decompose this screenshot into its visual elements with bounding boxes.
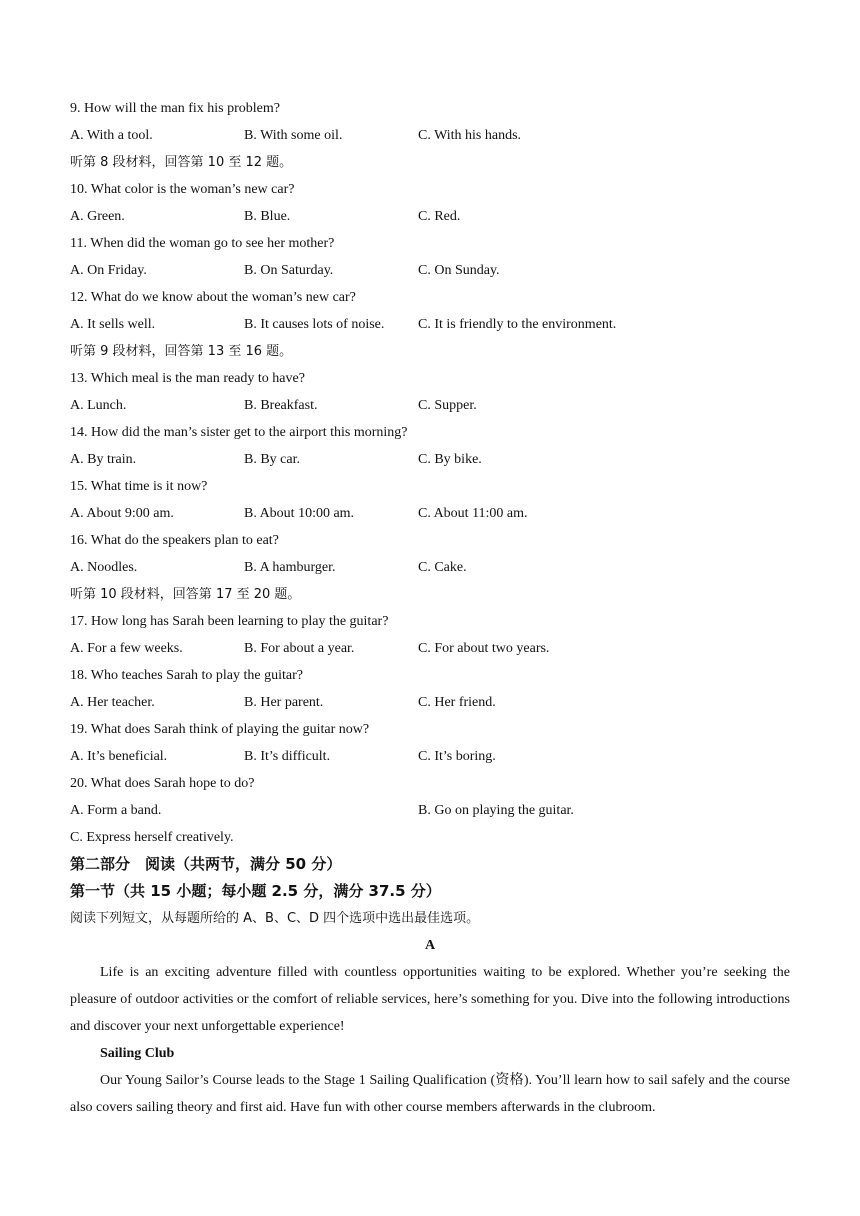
option-a: A. It’s beneficial. [70,749,168,764]
question-15 [70,473,790,500]
options-16 [70,554,790,581]
option-b: B. It’s difficult. [244,749,331,764]
options-9 [70,122,790,149]
option-b: B. For about a year. [244,641,355,656]
section-10-instruction: 听第 10 段材料，回答第 17 至 20 题。 [70,587,301,602]
question-12 [70,284,790,311]
option-c: C. Her friend. [418,695,496,710]
section-9-instruction: 听第 9 段材料，回答第 13 至 16 题。 [70,344,293,359]
option-a: A. About 9:00 am. [70,506,174,521]
option-c: C. Red. [418,209,461,224]
option-c: C. With his hands. [418,128,522,143]
question-10 [70,176,790,203]
passage-label: A [424,938,436,953]
question-19 [70,716,790,743]
question-18 [70,662,790,689]
options-19 [70,743,790,770]
option-b: B. Her parent. [244,695,324,710]
option-b: B. Go on playing the guitar. [418,803,574,818]
passage-intro: Life is an exciting adventure filled with countless opportunities waiting to be explored. Whether you’re seeking the pleasure of outdoor activities or the comfort of reliable services, here’s something for you. Dive into the following introductions and discover your next unforgettable experience! [70,965,790,1034]
option-b: B. It causes lots of noise. [244,317,385,332]
option-a: A. For a few weeks. [70,641,183,656]
option-a: A. Lunch. [70,398,127,413]
option-b: B. On Saturday. [244,263,334,278]
question-text: 17. How long has Sarah been learning to play the guitar? [70,614,389,629]
option-c: C. Cake. [418,560,467,575]
option-c: C. It’s boring. [418,749,496,764]
option-b: B. Blue. [244,209,291,224]
question-13 [70,365,790,392]
club-heading [70,1040,790,1067]
option-a: A. Noodles. [70,560,138,575]
option-b: B. Breakfast. [244,398,318,413]
options-17 [70,635,790,662]
options-10 [70,203,790,230]
question-text: 18. Who teaches Sarah to play the guitar? [70,668,303,683]
question-14 [70,419,790,446]
club-title: Sailing Club [100,1046,175,1061]
question-text: 15. What time is it now? [70,479,208,494]
option-a: A. On Friday. [70,263,147,278]
part-two-title: 第二部分 阅读（共两节，满分 50 分） [70,855,342,873]
options-20-row1 [70,797,790,824]
option-b: B. By car. [244,452,300,467]
option-c: C. About 11:00 am. [418,506,528,521]
exam-page [70,95,790,1121]
options-15 [70,500,790,527]
section-8-instruction: 听第 8 段材料，回答第 10 至 12 题。 [70,155,293,170]
options-18 [70,689,790,716]
question-16 [70,527,790,554]
section-one-title: 第一节（共 15 小题；每小题 2.5 分，满分 37.5 分） [70,882,441,900]
question-text: 19. What does Sarah think of playing the guitar now? [70,722,370,737]
question-11 [70,230,790,257]
option-a: A. Green. [70,209,125,224]
club-description: Our Young Sailor’s Course leads to the Stage 1 Sailing Qualification (资格). You’ll learn how to sail safely and the course also covers sailing theory and first aid. Have fun with other course members afterwards in the clubroom. [70,1073,790,1115]
reading-instruction: 阅读下列短文，从每题所给的 A、B、C、D 四个选项中选出最佳选项。 [70,911,480,926]
option-c: C. Supper. [418,398,477,413]
options-12 [70,311,790,338]
option-c: C. For about two years. [418,641,550,656]
question-9 [70,95,790,122]
question-text: 9. How will the man fix his problem? [70,101,280,116]
option-b: B. A hamburger. [244,560,336,575]
option-a: A. By train. [70,452,137,467]
question-text: 13. Which meal is the man ready to have? [70,371,305,386]
options-20-row2 [70,824,790,851]
option-b: B. With some oil. [244,128,343,143]
option-a: A. Her teacher. [70,695,155,710]
options-14 [70,446,790,473]
option-a: A. Form a band. [70,803,162,818]
question-text: 10. What color is the woman’s new car? [70,182,295,197]
option-c: C. On Sunday. [418,263,500,278]
option-b: B. About 10:00 am. [244,506,355,521]
question-20 [70,770,790,797]
question-text: 12. What do we know about the woman’s new car? [70,290,356,305]
options-11 [70,257,790,284]
option-c: C. It is friendly to the environment. [418,317,617,332]
question-text: 16. What do the speakers plan to eat? [70,533,279,548]
question-text: 14. How did the man’s sister get to the airport this morning? [70,425,408,440]
question-text: 20. What does Sarah hope to do? [70,776,255,791]
option-a: A. It sells well. [70,317,156,332]
option-a: A. With a tool. [70,128,153,143]
options-13 [70,392,790,419]
option-c: C. By bike. [418,452,482,467]
question-17 [70,608,790,635]
option-c: C. Express herself creatively. [70,830,234,845]
question-text: 11. When did the woman go to see her mother? [70,236,335,251]
